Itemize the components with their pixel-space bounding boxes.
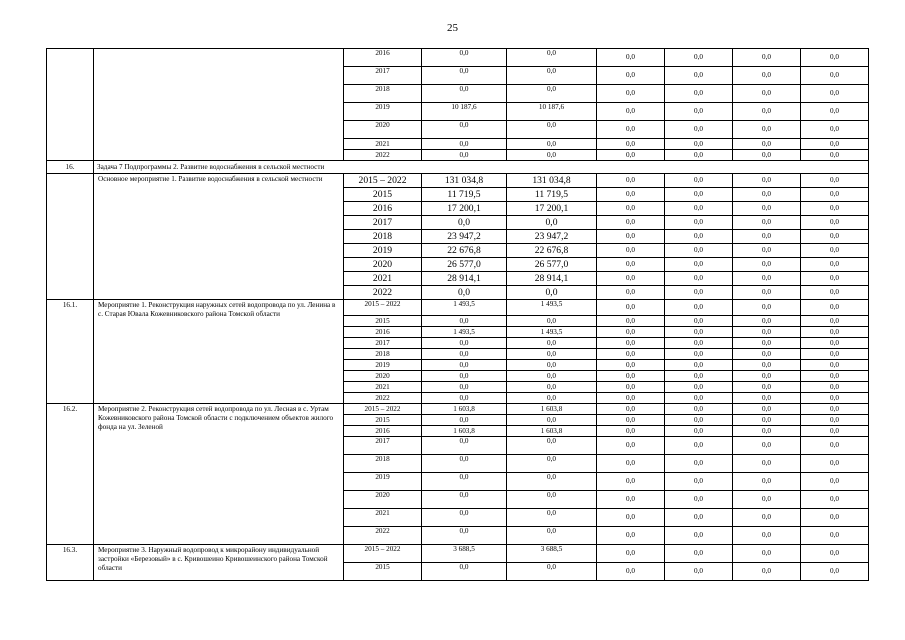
funding-other-cell: 0,0 [801,150,869,161]
table-row [47,174,869,188]
funding-local-cell: 0,0 [665,121,733,139]
funding-other-cell: 0,0 [801,216,869,230]
funding-federal-cell: 0,0 [597,404,665,415]
funding-regional-cell: 0,0 [507,316,597,327]
funding-extra-cell: 0,0 [733,300,801,316]
page-number: 25 [447,22,458,34]
budget-table [46,48,869,581]
funding-local-cell: 0,0 [665,491,733,509]
funding-extra-cell: 0,0 [733,67,801,85]
funding-extra-cell: 0,0 [733,174,801,188]
funding-other-cell: 0,0 [801,258,869,272]
funding-local-cell: 0,0 [665,473,733,491]
funding-local-cell: 0,0 [665,286,733,300]
funding-total-cell: 0,0 [422,371,507,382]
funding-other-cell: 0,0 [801,300,869,316]
funding-other-cell: 0,0 [801,371,869,382]
funding-local-cell: 0,0 [665,426,733,437]
row-number-cell [47,49,94,161]
funding-extra-cell: 0,0 [733,382,801,393]
funding-total-cell: 0,0 [422,150,507,161]
table-row [47,545,869,563]
funding-total-cell: 22 676,8 [422,244,507,258]
year-cell: 2020 [344,258,422,272]
funding-total-cell: 131 034,8 [422,174,507,188]
funding-local-cell: 0,0 [665,272,733,286]
funding-other-cell: 0,0 [801,509,869,527]
year-cell: 2021 [344,139,422,150]
funding-total-cell: 1 493,5 [422,300,507,316]
funding-local-cell: 0,0 [665,393,733,404]
funding-other-cell: 0,0 [801,67,869,85]
funding-federal-cell: 0,0 [597,67,665,85]
year-cell: 2018 [344,230,422,244]
funding-local-cell: 0,0 [665,150,733,161]
funding-local-cell: 0,0 [665,509,733,527]
funding-total-cell: 0,0 [422,316,507,327]
year-cell: 2019 [344,103,422,121]
funding-local-cell: 0,0 [665,415,733,426]
funding-extra-cell: 0,0 [733,103,801,121]
funding-federal-cell: 0,0 [597,382,665,393]
funding-extra-cell: 0,0 [733,426,801,437]
funding-total-cell: 0,0 [422,563,507,581]
funding-extra-cell: 0,0 [733,272,801,286]
funding-federal-cell: 0,0 [597,244,665,258]
funding-total-cell: 0,0 [422,491,507,509]
funding-regional-cell: 0,0 [507,286,597,300]
funding-regional-cell: 0,0 [507,527,597,545]
funding-extra-cell: 0,0 [733,509,801,527]
year-cell: 2018 [344,349,422,360]
funding-other-cell: 0,0 [801,527,869,545]
year-cell: 2019 [344,244,422,258]
funding-other-cell: 0,0 [801,85,869,103]
funding-extra-cell: 0,0 [733,360,801,371]
year-cell: 2018 [344,455,422,473]
funding-regional-cell: 17 200,1 [507,202,597,216]
funding-other-cell: 0,0 [801,202,869,216]
funding-total-cell: 0,0 [422,527,507,545]
funding-total-cell: 26 577,0 [422,258,507,272]
funding-total-cell: 17 200,1 [422,202,507,216]
funding-federal-cell: 0,0 [597,455,665,473]
funding-extra-cell: 0,0 [733,349,801,360]
funding-total-cell: 0,0 [422,49,507,67]
funding-local-cell: 0,0 [665,216,733,230]
funding-total-cell: 1 493,5 [422,327,507,338]
funding-regional-cell: 0,0 [507,415,597,426]
funding-federal-cell: 0,0 [597,202,665,216]
row-number-cell: 16.2. [47,404,94,545]
funding-local-cell: 0,0 [665,188,733,202]
funding-regional-cell: 0,0 [507,150,597,161]
funding-regional-cell: 1 603,8 [507,426,597,437]
funding-other-cell: 0,0 [801,473,869,491]
funding-regional-cell: 28 914,1 [507,272,597,286]
funding-extra-cell: 0,0 [733,150,801,161]
funding-local-cell: 0,0 [665,85,733,103]
task-number: 16. [47,161,94,174]
row-number-cell: 16.3. [47,545,94,581]
activity-title-cell: Основное мероприятие 1. Развитие водоснабжения в сельской местности [94,174,344,300]
funding-total-cell: 3 688,5 [422,545,507,563]
funding-federal-cell: 0,0 [597,121,665,139]
funding-local-cell: 0,0 [665,230,733,244]
funding-extra-cell: 0,0 [733,473,801,491]
funding-other-cell: 0,0 [801,404,869,415]
funding-regional-cell: 3 688,5 [507,545,597,563]
year-cell: 2020 [344,121,422,139]
year-cell: 2015 [344,563,422,581]
funding-federal-cell: 0,0 [597,393,665,404]
funding-local-cell: 0,0 [665,360,733,371]
funding-total-cell: 0,0 [422,509,507,527]
year-cell: 2017 [344,67,422,85]
table-row [47,49,869,67]
year-cell: 2021 [344,382,422,393]
year-cell: 2021 [344,272,422,286]
funding-total-cell: 0,0 [422,121,507,139]
funding-local-cell: 0,0 [665,258,733,272]
funding-federal-cell: 0,0 [597,49,665,67]
funding-extra-cell: 0,0 [733,491,801,509]
funding-regional-cell: 10 187,6 [507,103,597,121]
funding-extra-cell: 0,0 [733,527,801,545]
funding-regional-cell: 0,0 [507,563,597,581]
funding-regional-cell: 1 603,8 [507,404,597,415]
row-number-cell: 16.1. [47,300,94,404]
funding-total-cell: 0,0 [422,286,507,300]
funding-other-cell: 0,0 [801,455,869,473]
funding-federal-cell: 0,0 [597,527,665,545]
funding-local-cell: 0,0 [665,103,733,121]
funding-federal-cell: 0,0 [597,563,665,581]
funding-federal-cell: 0,0 [597,188,665,202]
funding-regional-cell: 131 034,8 [507,174,597,188]
activity-title-cell: Мероприятие 1. Реконструкция наружных сетей водопровода по ул. Ленина в с. Старая Ювала Кожевниковского района Томской области [94,300,344,404]
funding-other-cell: 0,0 [801,286,869,300]
funding-extra-cell: 0,0 [733,393,801,404]
funding-local-cell: 0,0 [665,338,733,349]
funding-federal-cell: 0,0 [597,491,665,509]
funding-federal-cell: 0,0 [597,174,665,188]
year-cell: 2022 [344,286,422,300]
funding-local-cell: 0,0 [665,563,733,581]
funding-local-cell: 0,0 [665,437,733,455]
funding-regional-cell: 0,0 [507,509,597,527]
year-cell: 2022 [344,150,422,161]
funding-local-cell: 0,0 [665,455,733,473]
year-cell: 2017 [344,437,422,455]
funding-other-cell: 0,0 [801,563,869,581]
funding-regional-cell: 0,0 [507,393,597,404]
funding-federal-cell: 0,0 [597,349,665,360]
funding-regional-cell: 0,0 [507,473,597,491]
funding-extra-cell: 0,0 [733,49,801,67]
table-row [47,404,869,415]
funding-federal-cell: 0,0 [597,286,665,300]
year-cell: 2018 [344,85,422,103]
funding-total-cell: 0,0 [422,360,507,371]
task-title: Задача 7 Подпрограммы 2. Развитие водоснабжения в сельской местности [94,161,869,174]
funding-extra-cell: 0,0 [733,338,801,349]
funding-regional-cell: 0,0 [507,338,597,349]
funding-total-cell: 0,0 [422,415,507,426]
funding-local-cell: 0,0 [665,371,733,382]
funding-regional-cell: 0,0 [507,382,597,393]
row-number-cell [47,174,94,300]
funding-extra-cell: 0,0 [733,545,801,563]
funding-other-cell: 0,0 [801,349,869,360]
funding-regional-cell: 22 676,8 [507,244,597,258]
funding-other-cell: 0,0 [801,545,869,563]
funding-total-cell: 28 914,1 [422,272,507,286]
funding-regional-cell: 0,0 [507,491,597,509]
activity-title-cell [94,49,344,161]
funding-total-cell: 0,0 [422,393,507,404]
funding-other-cell: 0,0 [801,360,869,371]
funding-extra-cell: 0,0 [733,202,801,216]
year-cell: 2017 [344,338,422,349]
funding-regional-cell: 0,0 [507,360,597,371]
funding-regional-cell: 0,0 [507,455,597,473]
year-cell: 2015 [344,316,422,327]
funding-other-cell: 0,0 [801,426,869,437]
funding-regional-cell: 23 947,2 [507,230,597,244]
funding-other-cell: 0,0 [801,272,869,286]
funding-other-cell: 0,0 [801,244,869,258]
funding-federal-cell: 0,0 [597,473,665,491]
task-row [47,161,869,174]
funding-local-cell: 0,0 [665,545,733,563]
year-cell: 2015 [344,415,422,426]
funding-federal-cell: 0,0 [597,426,665,437]
funding-total-cell: 0,0 [422,338,507,349]
funding-local-cell: 0,0 [665,67,733,85]
funding-regional-cell: 0,0 [507,67,597,85]
funding-extra-cell: 0,0 [733,327,801,338]
funding-federal-cell: 0,0 [597,338,665,349]
year-cell: 2016 [344,426,422,437]
funding-local-cell: 0,0 [665,49,733,67]
year-cell: 2020 [344,371,422,382]
funding-federal-cell: 0,0 [597,300,665,316]
funding-federal-cell: 0,0 [597,103,665,121]
funding-local-cell: 0,0 [665,174,733,188]
funding-regional-cell: 0,0 [507,139,597,150]
funding-local-cell: 0,0 [665,327,733,338]
funding-extra-cell: 0,0 [733,139,801,150]
year-cell: 2015 – 2022 [344,174,422,188]
funding-local-cell: 0,0 [665,382,733,393]
funding-other-cell: 0,0 [801,230,869,244]
year-cell: 2022 [344,527,422,545]
funding-federal-cell: 0,0 [597,272,665,286]
year-cell: 2017 [344,216,422,230]
funding-total-cell: 1 603,8 [422,404,507,415]
funding-federal-cell: 0,0 [597,415,665,426]
funding-other-cell: 0,0 [801,121,869,139]
year-cell: 2016 [344,327,422,338]
funding-total-cell: 0,0 [422,139,507,150]
funding-other-cell: 0,0 [801,49,869,67]
year-cell: 2015 – 2022 [344,545,422,563]
funding-extra-cell: 0,0 [733,563,801,581]
funding-regional-cell: 0,0 [507,85,597,103]
funding-other-cell: 0,0 [801,139,869,150]
funding-extra-cell: 0,0 [733,188,801,202]
funding-regional-cell: 1 493,5 [507,327,597,338]
funding-regional-cell: 0,0 [507,121,597,139]
funding-extra-cell: 0,0 [733,316,801,327]
funding-total-cell: 0,0 [422,85,507,103]
funding-federal-cell: 0,0 [597,230,665,244]
funding-local-cell: 0,0 [665,316,733,327]
funding-federal-cell: 0,0 [597,327,665,338]
funding-extra-cell: 0,0 [733,371,801,382]
funding-extra-cell: 0,0 [733,415,801,426]
activity-title-cell: Мероприятие 2. Реконструкция сетей водопровода по ул. Лесная в с. Уртам Кожевниковского района Томской области с подключением объектов жилого фонда на ул. Зеленой [94,404,344,545]
funding-other-cell: 0,0 [801,415,869,426]
funding-local-cell: 0,0 [665,349,733,360]
funding-other-cell: 0,0 [801,327,869,338]
funding-total-cell: 0,0 [422,382,507,393]
funding-total-cell: 10 187,6 [422,103,507,121]
funding-total-cell: 0,0 [422,216,507,230]
funding-total-cell: 0,0 [422,473,507,491]
funding-regional-cell: 26 577,0 [507,258,597,272]
year-cell: 2016 [344,202,422,216]
funding-extra-cell: 0,0 [733,437,801,455]
funding-federal-cell: 0,0 [597,216,665,230]
funding-extra-cell: 0,0 [733,244,801,258]
funding-federal-cell: 0,0 [597,545,665,563]
funding-local-cell: 0,0 [665,300,733,316]
funding-regional-cell: 0,0 [507,349,597,360]
funding-federal-cell: 0,0 [597,139,665,150]
funding-extra-cell: 0,0 [733,230,801,244]
year-cell: 2021 [344,509,422,527]
funding-local-cell: 0,0 [665,244,733,258]
year-cell: 2016 [344,49,422,67]
funding-extra-cell: 0,0 [733,404,801,415]
funding-total-cell: 1 603,8 [422,426,507,437]
funding-federal-cell: 0,0 [597,437,665,455]
funding-regional-cell: 1 493,5 [507,300,597,316]
activity-title-cell: Мероприятие 3. Наружный водопровод к микрорайону индивидуальной застройки «Березовый» в с. Кривошеино Кривошеинского района Томской области [94,545,344,581]
funding-extra-cell: 0,0 [733,258,801,272]
funding-extra-cell: 0,0 [733,216,801,230]
funding-total-cell: 0,0 [422,437,507,455]
funding-extra-cell: 0,0 [733,85,801,103]
year-cell: 2022 [344,393,422,404]
funding-other-cell: 0,0 [801,174,869,188]
funding-federal-cell: 0,0 [597,360,665,371]
funding-other-cell: 0,0 [801,382,869,393]
funding-federal-cell: 0,0 [597,85,665,103]
year-cell: 2015 [344,188,422,202]
funding-other-cell: 0,0 [801,316,869,327]
table-row [47,300,869,316]
funding-other-cell: 0,0 [801,437,869,455]
funding-other-cell: 0,0 [801,188,869,202]
funding-total-cell: 23 947,2 [422,230,507,244]
funding-other-cell: 0,0 [801,491,869,509]
funding-regional-cell: 0,0 [507,216,597,230]
funding-regional-cell: 0,0 [507,437,597,455]
funding-federal-cell: 0,0 [597,316,665,327]
funding-total-cell: 0,0 [422,349,507,360]
funding-regional-cell: 0,0 [507,371,597,382]
funding-extra-cell: 0,0 [733,121,801,139]
year-cell: 2019 [344,473,422,491]
funding-local-cell: 0,0 [665,527,733,545]
funding-extra-cell: 0,0 [733,455,801,473]
funding-federal-cell: 0,0 [597,258,665,272]
funding-federal-cell: 0,0 [597,371,665,382]
funding-other-cell: 0,0 [801,393,869,404]
year-cell: 2015 – 2022 [344,300,422,316]
funding-local-cell: 0,0 [665,404,733,415]
funding-regional-cell: 0,0 [507,49,597,67]
year-cell: 2015 – 2022 [344,404,422,415]
funding-total-cell: 11 719,5 [422,188,507,202]
year-cell: 2019 [344,360,422,371]
funding-extra-cell: 0,0 [733,286,801,300]
funding-other-cell: 0,0 [801,338,869,349]
funding-local-cell: 0,0 [665,139,733,150]
funding-other-cell: 0,0 [801,103,869,121]
funding-federal-cell: 0,0 [597,150,665,161]
funding-regional-cell: 11 719,5 [507,188,597,202]
funding-total-cell: 0,0 [422,455,507,473]
funding-local-cell: 0,0 [665,202,733,216]
funding-federal-cell: 0,0 [597,509,665,527]
year-cell: 2020 [344,491,422,509]
funding-total-cell: 0,0 [422,67,507,85]
